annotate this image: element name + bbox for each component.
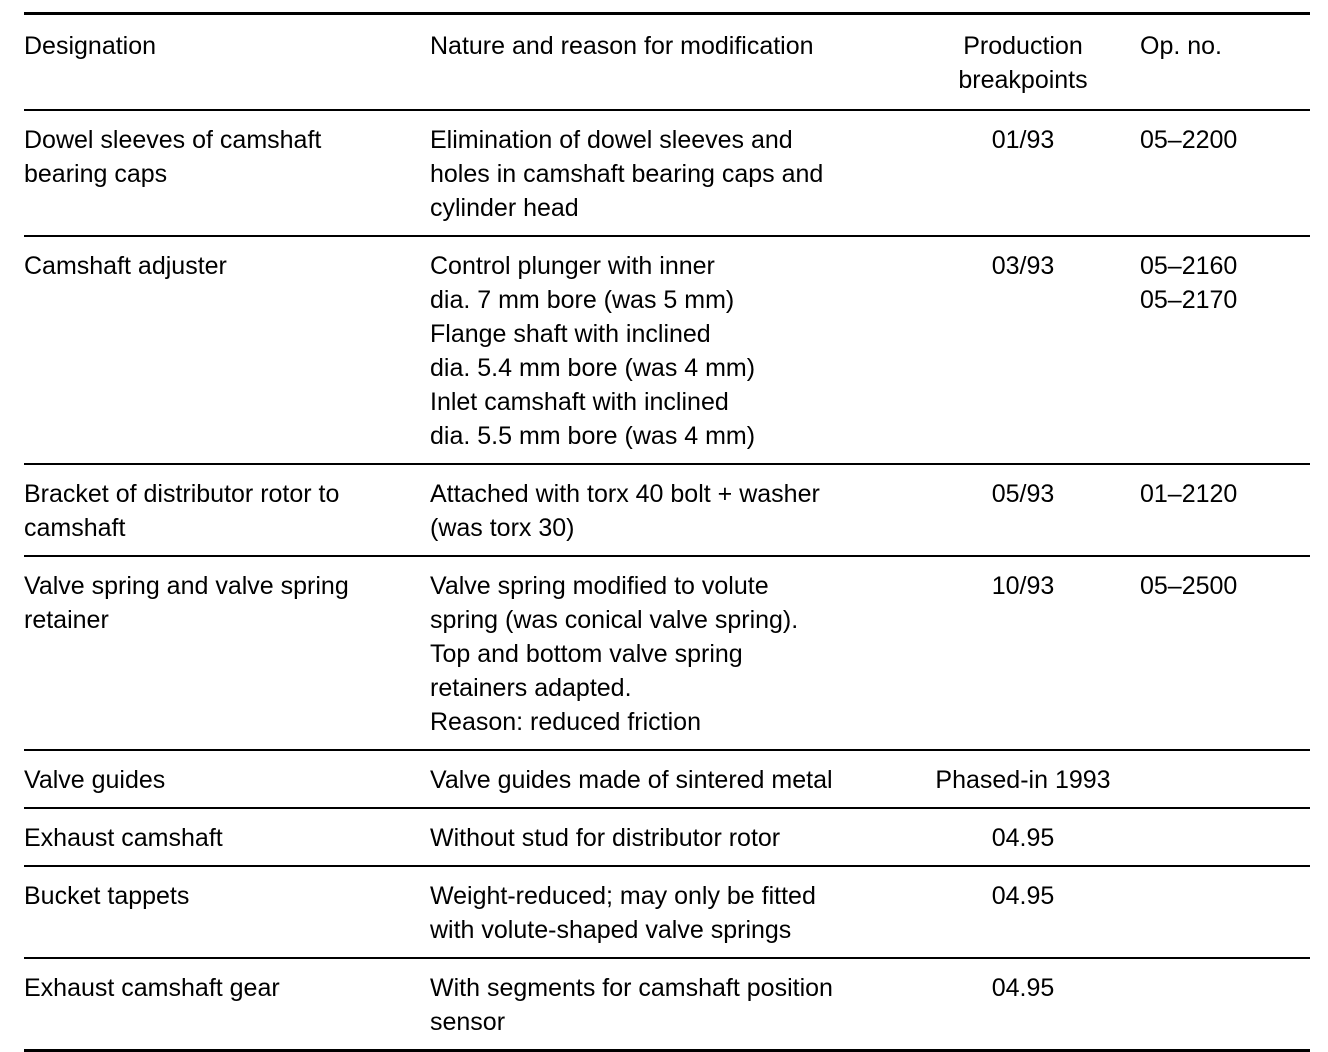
designation-line: Camshaft adjuster [24, 252, 227, 280]
cell-production: Phased-in 1993 [935, 766, 1111, 794]
table-row [24, 557, 1310, 751]
cell-production: 01/93 [991, 126, 1055, 154]
cell-op-no [1138, 879, 1310, 947]
nature-line: holes in camshaft bearing caps and [430, 160, 824, 188]
cell-designation [24, 477, 430, 545]
designation-line: Exhaust camshaft [24, 824, 223, 852]
table-row [24, 465, 1310, 557]
nature-line: spring (was conical valve spring). [430, 606, 799, 634]
cell-production: 03/93 [991, 252, 1055, 280]
table-row [24, 111, 1310, 237]
header-designation: Designation [24, 32, 157, 60]
designation-line: Valve spring and valve spring [24, 572, 349, 600]
nature-line: With segments for camshaft position [430, 974, 833, 1002]
cell-nature [430, 569, 908, 739]
cell-production: 05/93 [991, 480, 1055, 508]
cell-designation [24, 763, 430, 797]
cell-nature [430, 123, 908, 225]
cell-production: 04.95 [991, 974, 1055, 1002]
op-no-line: 05–2170 [1140, 286, 1238, 314]
designation-line: retainer [24, 606, 109, 634]
table-row [24, 959, 1310, 1052]
cell-designation [24, 569, 430, 739]
designation-line: Exhaust camshaft gear [24, 974, 280, 1002]
header-op-no: Op. no. [1140, 32, 1222, 60]
nature-line: Top and bottom valve spring [430, 640, 743, 668]
cell-production: 10/93 [991, 572, 1055, 600]
table-row [24, 751, 1310, 809]
header-production [908, 29, 1138, 97]
cell-designation [24, 821, 430, 855]
cell-op-no [1138, 763, 1310, 797]
designation-line: Dowel sleeves of camshaft [24, 126, 322, 154]
cell-op-no [1138, 249, 1310, 453]
designation-line: Bracket of distributor rotor to [24, 480, 340, 508]
nature-line: Control plunger with inner [430, 252, 715, 280]
modification-table [24, 12, 1310, 1052]
nature-line: dia. 5.4 mm bore (was 4 mm) [430, 354, 756, 382]
table-header-row [24, 15, 1310, 111]
nature-line: sensor [430, 1008, 506, 1036]
nature-line: Elimination of dowel sleeves and [430, 126, 793, 154]
cell-op-no [1138, 821, 1310, 855]
op-no-line: 01–2120 [1140, 480, 1238, 508]
op-no-line: 05–2500 [1140, 572, 1238, 600]
cell-production: 04.95 [991, 882, 1055, 910]
nature-line: retainers adapted. [430, 674, 632, 702]
cell-op-no [1138, 477, 1310, 545]
cell-nature [430, 477, 908, 545]
designation-line: Bucket tappets [24, 882, 190, 910]
table-row [24, 867, 1310, 959]
cell-nature [430, 249, 908, 453]
cell-nature [430, 879, 908, 947]
nature-line: Without stud for distributor rotor [430, 824, 781, 852]
op-no-line: 05–2160 [1140, 252, 1238, 280]
header-production-line1: Production [963, 32, 1083, 60]
table-row [24, 809, 1310, 867]
nature-line: dia. 7 mm bore (was 5 mm) [430, 286, 735, 314]
cell-designation [24, 249, 430, 453]
nature-line: dia. 5.5 mm bore (was 4 mm) [430, 422, 756, 450]
nature-line: Inlet camshaft with inclined [430, 388, 729, 416]
nature-line: with volute-shaped valve springs [430, 916, 792, 944]
nature-line: Reason: reduced friction [430, 708, 701, 736]
nature-line: Attached with torx 40 bolt + washer [430, 480, 820, 508]
designation-line: Valve guides [24, 766, 166, 794]
header-nature: Nature and reason for modification [430, 32, 814, 60]
cell-nature [430, 821, 908, 855]
nature-line: Valve spring modified to volute [430, 572, 769, 600]
cell-designation [24, 879, 430, 947]
cell-nature [430, 971, 908, 1039]
nature-line: Valve guides made of sintered metal [430, 766, 833, 794]
cell-op-no [1138, 569, 1310, 739]
cell-op-no [1138, 971, 1310, 1039]
designation-line: camshaft [24, 514, 126, 542]
header-production-line2: breakpoints [958, 66, 1088, 94]
nature-line: (was torx 30) [430, 514, 575, 542]
cell-op-no [1138, 123, 1310, 225]
nature-line: Weight-reduced; may only be fitted [430, 882, 816, 910]
cell-production: 04.95 [991, 824, 1055, 852]
designation-line: bearing caps [24, 160, 168, 188]
nature-line: cylinder head [430, 194, 579, 222]
table-row [24, 237, 1310, 465]
cell-nature [430, 763, 908, 797]
cell-designation [24, 971, 430, 1039]
cell-designation [24, 123, 430, 225]
nature-line: Flange shaft with inclined [430, 320, 711, 348]
op-no-line: 05–2200 [1140, 126, 1238, 154]
